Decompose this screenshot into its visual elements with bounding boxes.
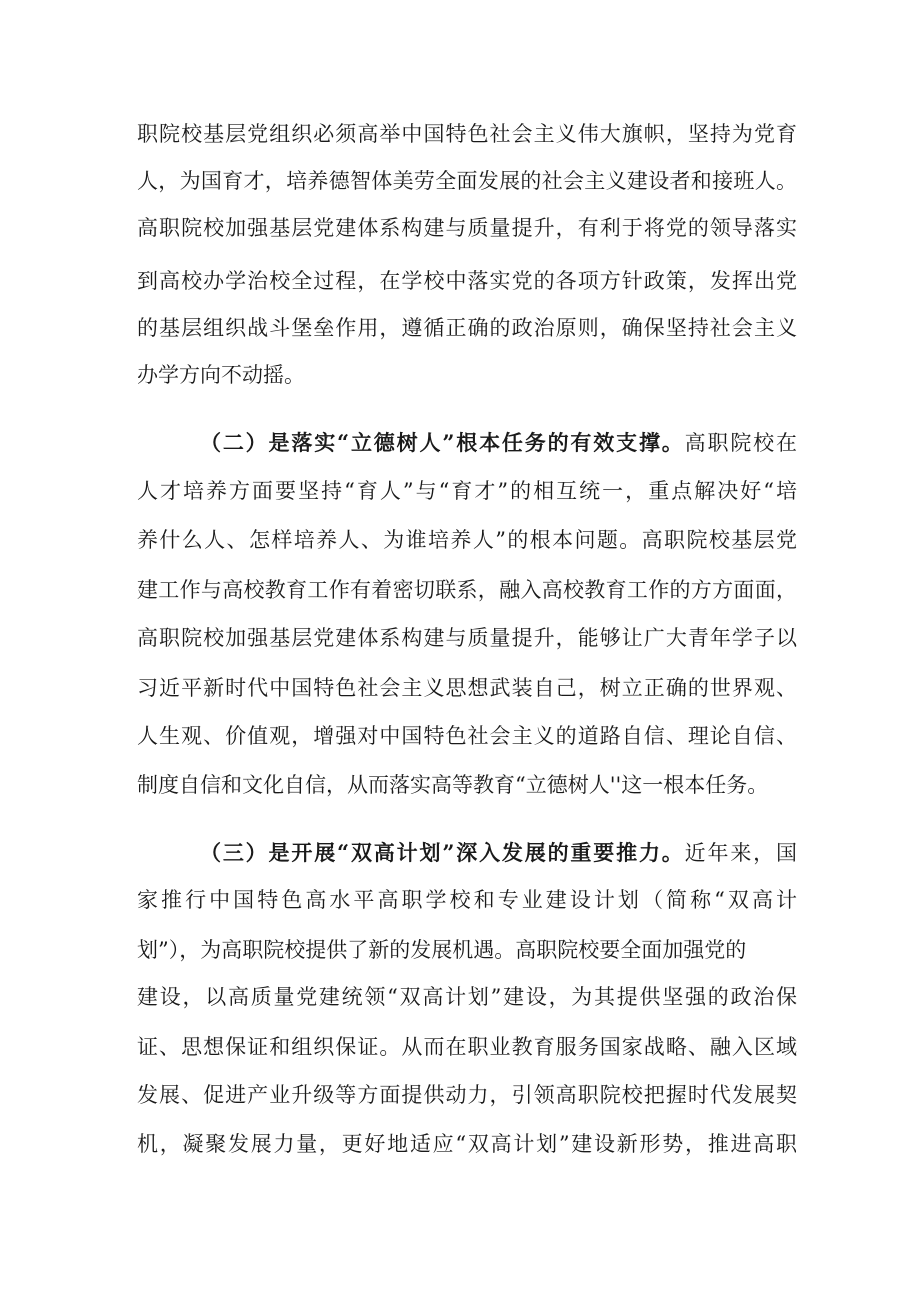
paragraph-3-line-2: 家推行中国特色高水平高职学校和专业建设计划（简称“双高计	[137, 888, 797, 912]
paragraph-3-line-7: 机，凝聚发展力量，更好地适应“双高计划”建设新形势，推进高职	[137, 1132, 797, 1156]
paragraph-2-line-3: 养什么人、怎样培养人、为谁培养人”的根本问题。高职院校基层党	[137, 528, 797, 552]
paragraph-1-line-5: 的基层组织战斗堡垒作用，遵循正确的政治原则，确保坚持社会主义	[137, 316, 797, 340]
paragraph-3-heading: （三）是开展“双高计划”深入发展的重要推力。	[200, 840, 685, 865]
paragraph-1-line-6: 办学方向不动摇。	[137, 363, 305, 387]
paragraph-2-line-7: 人生观、价值观，增强对中国特色社会主义的道路自信、理论自信、	[137, 724, 797, 748]
paragraph-2-line-5: 高职院校加强基层党建体系构建与质量提升，能够让广大青年学子以	[137, 626, 797, 650]
paragraph-2-line-1	[200, 428, 797, 458]
paragraph-1-line-3: 高职院校加强基层党建体系构建与质量提升，有利于将党的领导落实	[137, 216, 797, 240]
paragraph-1-line-1: 职院校基层党组织必须高举中国特色社会主义伟大旗帜，坚持为党育	[137, 122, 797, 146]
paragraph-1-line-4: 到高校办学治校全过程，在学校中落实党的各项方针政策，发挥出党	[137, 269, 797, 293]
paragraph-2-line-6: 习近平新时代中国特色社会主义思想武装自己，树立正确的世界观、	[137, 676, 797, 700]
paragraph-3-line-3: 划”），为高职院校提供了新的发展机遇。高职院校要全面加强党的	[137, 938, 747, 962]
paragraph-2-first-line-rest: 高职院校在	[684, 431, 797, 455]
paragraph-2-line-2: 人才培养方面要坚持“育人”与“育才”的相互统一，重点解决好“培	[137, 479, 797, 503]
paragraph-2-line-4: 建工作与高校教育工作有着密切联系，融入高校教育工作的方方面面，	[137, 578, 797, 602]
paragraph-2-line-8: 制度自信和文化自信，从而落实高等教育“立德树人''这一根本任务。	[137, 773, 769, 797]
paragraph-3-line-6: 发展、促进产业升级等方面提供动力，引领高职院校把握时代发展契	[137, 1083, 797, 1107]
paragraph-3-line-1	[200, 838, 797, 868]
paragraph-1-line-2: 人，为国育才，培养德智体美劳全面发展的社会主义建设者和接班人。	[137, 169, 797, 193]
paragraph-3-line-5: 证、思想保证和组织保证。从而在职业教育服务国家战略、融入区域	[137, 1035, 797, 1059]
paragraph-2-heading: （二）是落实“立德树人”根本任务的有效支撑。	[200, 430, 685, 455]
paragraph-3-line-4: 建设，以高质量党建统领“双高计划”建设，为其提供坚强的政治保	[137, 985, 797, 1009]
paragraph-3-first-line-rest: 近年来，国	[684, 841, 797, 865]
